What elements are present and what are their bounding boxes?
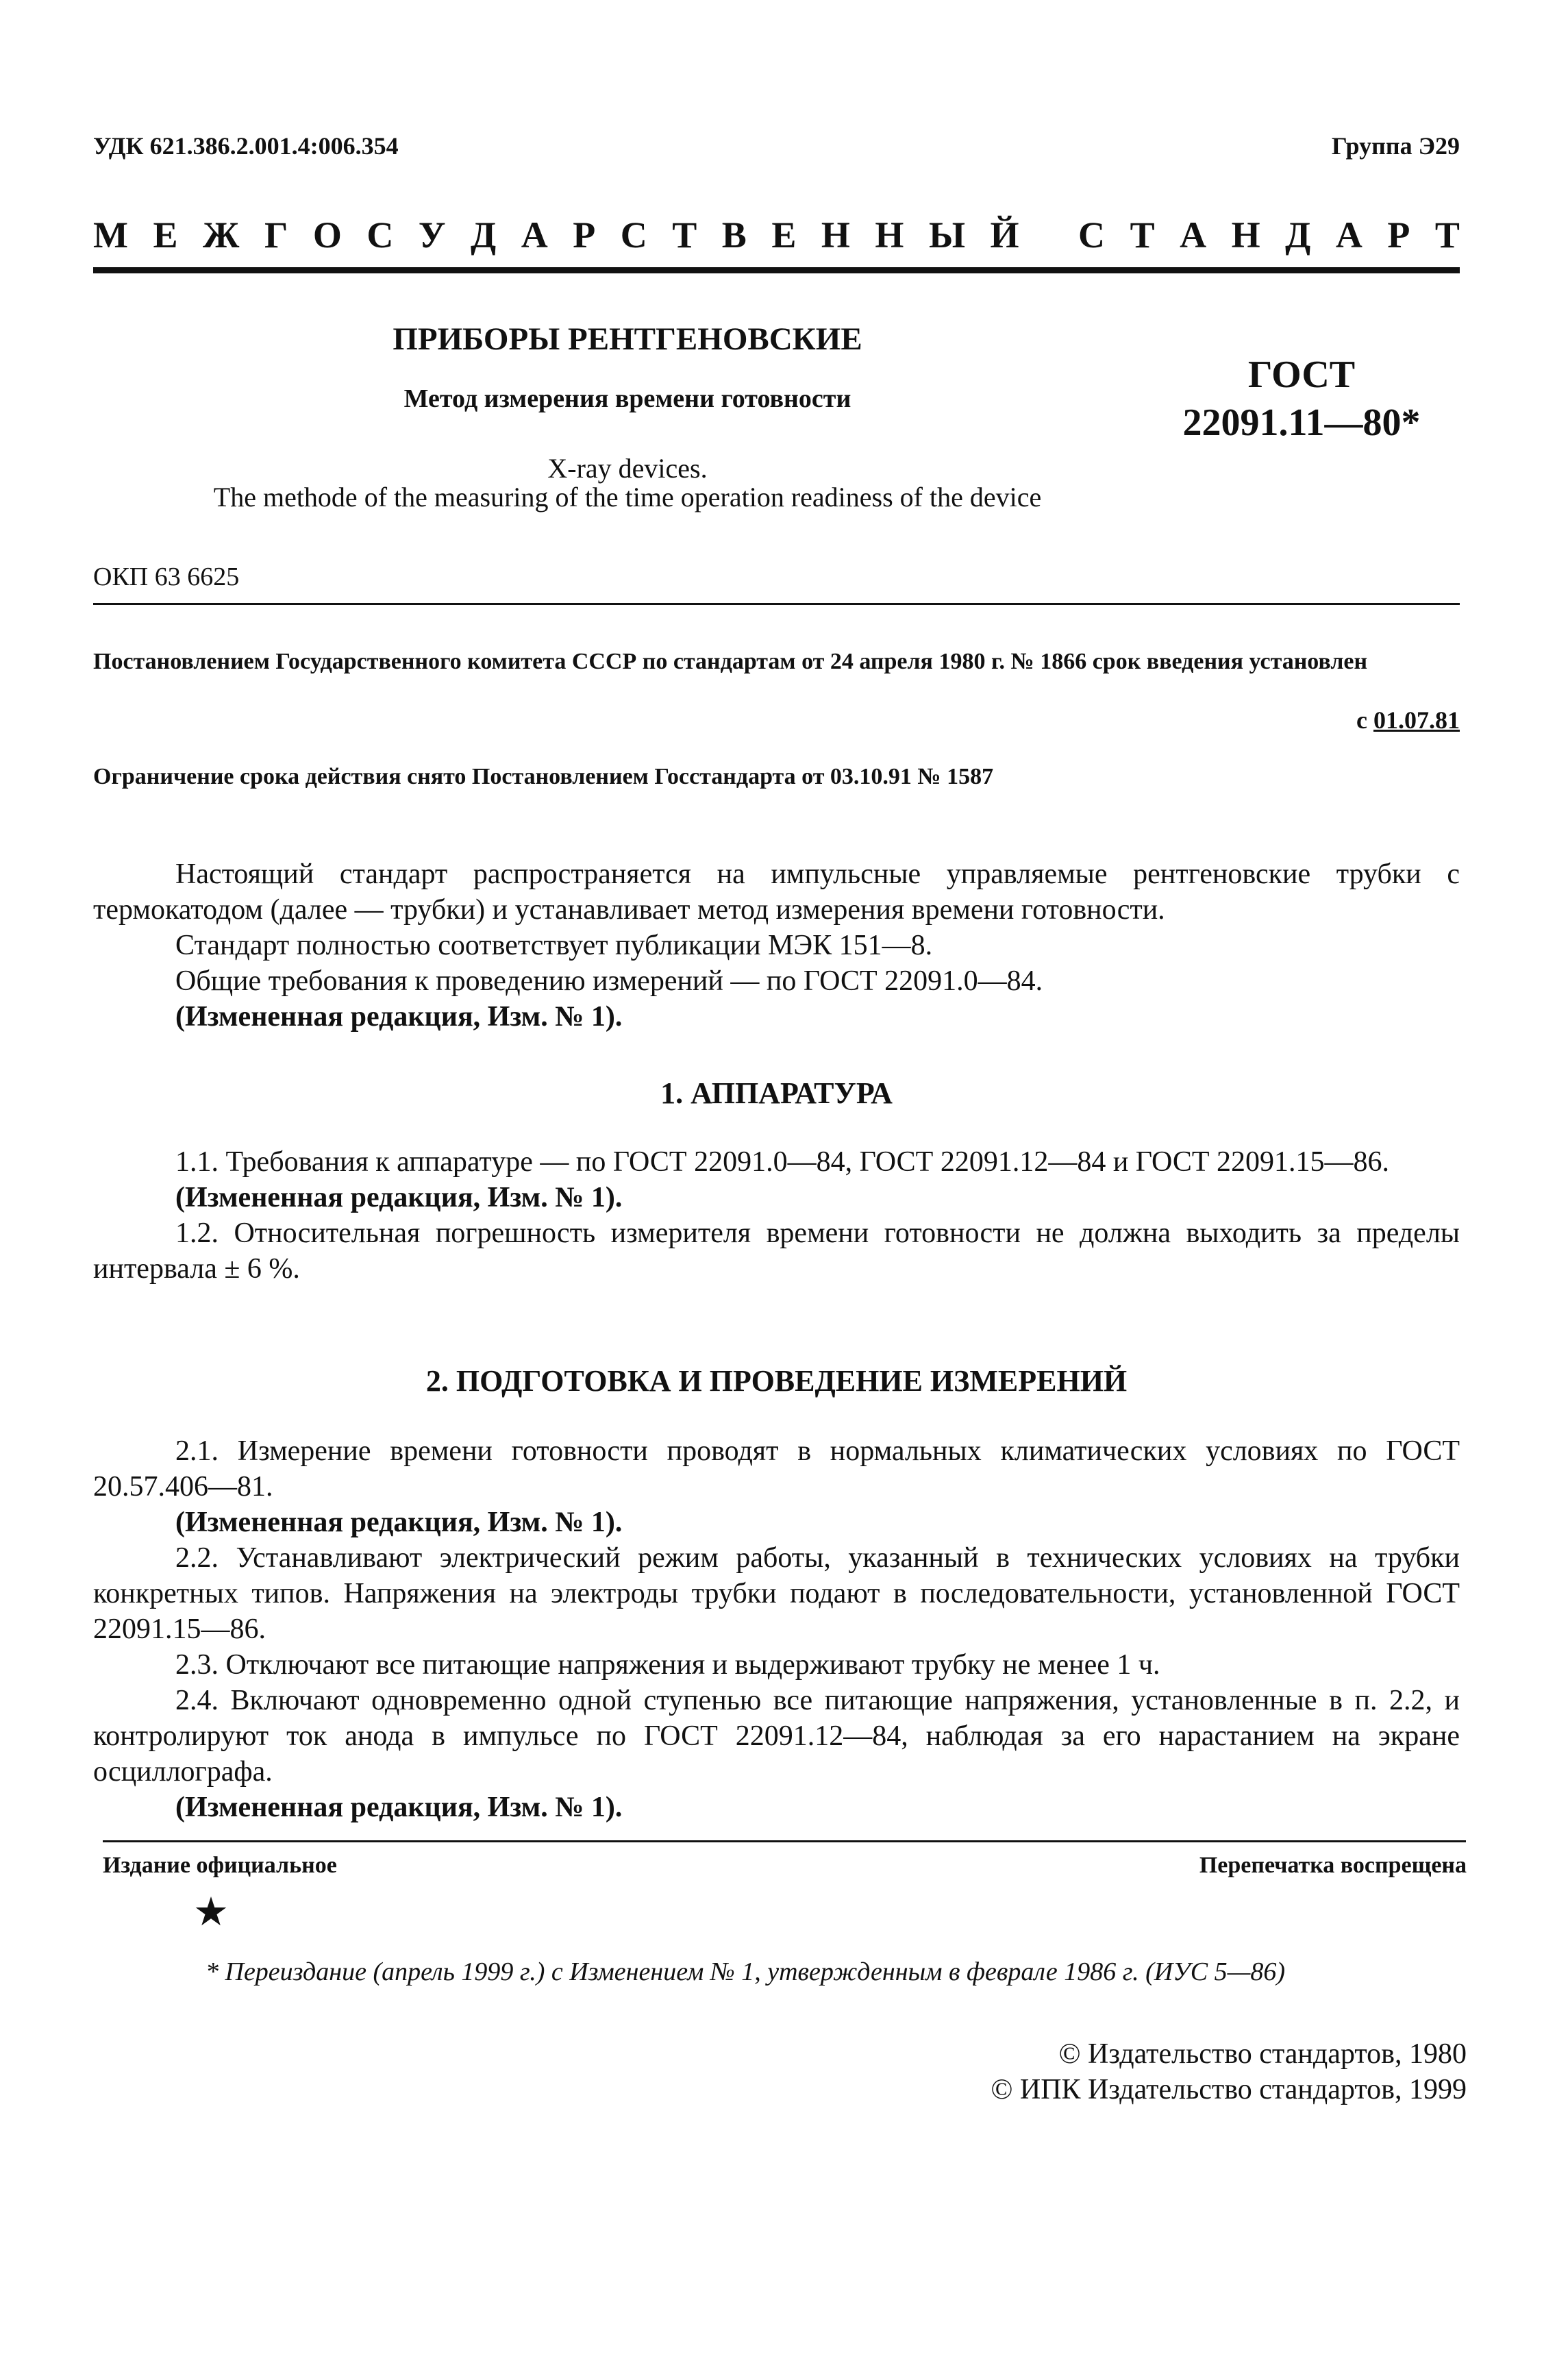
banner-letter: О (312, 214, 342, 256)
banner-rule (93, 267, 1460, 273)
banner-letter: Т (1434, 214, 1460, 256)
banner-letter: А (1180, 214, 1207, 256)
amendment-note: (Измененная редакция, Изм. № 1). (175, 1792, 623, 1823)
clause-1-1: 1.1. Требования к аппаратуре — по ГОСТ 22091.0—84, ГОСТ 22091.12—84 и ГОСТ 22091.15—86. (175, 1146, 1390, 1178)
banner-letter: М (93, 214, 128, 256)
section-1-title: 1. АППАРАТУРА (660, 1076, 893, 1110)
banner-letter: Р (1387, 214, 1410, 256)
banner-letter: Н (1231, 214, 1260, 256)
banner-letter: У (418, 214, 446, 256)
amendment-note: (Измененная редакция, Изм. № 1). (175, 1001, 623, 1033)
intro-paragraph: Настоящий стандарт распространяется на импульсные управляемые рентгеновские трубки с термокатодом (далее — трубки) и устанавливает метод измерения времени готовности. (93, 858, 1460, 926)
intro-paragraph: Общие требования к проведению измерений — по ГОСТ 22091.0—84. (175, 965, 1043, 997)
date-value: 01.07.81 (1373, 706, 1460, 734)
banner-letter: Д (1285, 214, 1311, 256)
banner-letter: С (620, 214, 647, 256)
banner-letter: Р (573, 214, 596, 256)
banner-gap (1044, 214, 1054, 256)
banner-letter: Г (264, 214, 288, 256)
clause-2-3: 2.3. Отключают все питающие напряжения и выдерживают трубку не менее 1 ч. (175, 1649, 1160, 1681)
banner-letter: Н (875, 214, 904, 256)
footer-rule (103, 1840, 1466, 1842)
banner-letter: В (721, 214, 747, 256)
banner-letter: Д (471, 214, 497, 256)
banner-letter: С (1078, 214, 1106, 256)
section-2-title: 2. ПОДГОТОВКА И ПРОВЕДЕНИЕ ИЗМЕРЕНИЙ (425, 1364, 1128, 1398)
group-code: Группа Э29 (1331, 132, 1460, 160)
banner-letter: Й (990, 214, 1019, 256)
reprint-prohibited-label: Перепечатка воспрещена (1199, 1853, 1467, 1878)
banner-letter: А (521, 214, 548, 256)
document-subtitle: Метод измерения времени готовности (403, 384, 851, 413)
document-title: ПРИБОРЫ РЕНТГЕНОВСКИЕ (393, 321, 862, 357)
banner-letter: Т (672, 214, 697, 256)
restriction-note: Ограничение срока действия снято Постановлением Госстандарта от 03.10.91 № 1587 (93, 764, 994, 789)
english-title-line-1: X-ray devices. (547, 453, 708, 484)
okp-rule (93, 603, 1460, 605)
amendment-note: (Измененная редакция, Изм. № 1). (175, 1182, 623, 1213)
banner-letter: Е (771, 214, 797, 256)
banner-letter: Ж (203, 214, 240, 256)
udk-code: УДК 621.386.2.001.4:006.354 (93, 132, 399, 160)
amendment-note: (Измененная редакция, Изм. № 1). (175, 1507, 623, 1538)
introduction-date (1356, 706, 1460, 734)
clause-2-1: 2.1. Измерение времени готовности проводят в нормальных климатических условиях по ГОСТ 20.57.406—81. (93, 1435, 1460, 1503)
english-title-line-2: The methode of the measuring of the time operation readiness of the device (213, 482, 1042, 512)
section-2-body (93, 1433, 1460, 1825)
intro-block (93, 856, 1460, 1035)
official-edition-label: Издание официальное (103, 1853, 337, 1878)
interstate-standard-banner (93, 214, 1460, 256)
banner-letter: А (1335, 214, 1362, 256)
gost-number: 22091.11—80* (1182, 401, 1421, 444)
banner-letter: Т (1130, 214, 1155, 256)
gost-label: ГОСТ (1247, 354, 1356, 396)
banner-letter: Ы (928, 214, 965, 256)
reissue-note: * Переиздание (апрель 1999 г.) с Изменением № 1, утвержденным в феврале 1986 г. (ИУС 5—86) (206, 1957, 1286, 1986)
banner-letter: С (366, 214, 394, 256)
clause-1-2: 1.2. Относительная погрешность измерителя времени готовности не должна выходить за пределы интервала ± 6 %. (93, 1217, 1460, 1285)
intro-paragraph: Стандарт полностью соответствует публикации МЭК 151—8. (175, 930, 933, 961)
banner-letter: Е (153, 214, 178, 256)
date-prefix: с (1356, 706, 1367, 734)
banner-letter: Н (821, 214, 850, 256)
section-1-body (93, 1144, 1460, 1287)
okp-code: ОКП 63 6625 (93, 563, 240, 591)
star-icon: ★ (193, 1890, 229, 1934)
clause-2-4: 2.4. Включают одновременно одной ступенью все питающие напряжения, установленные в п. 2.2, и контролируют ток анода в импульсе по ГОСТ 22091.12—84, наблюдая за его нарастанием на экране осциллографа. (93, 1685, 1460, 1788)
clause-2-2: 2.2. Устанавливают электрический режим работы, указанный в технических условиях на трубки конкретных типов. Напряжения на электроды трубки подают в последовательности, установленной ГОСТ 22091.15—86. (93, 1542, 1460, 1645)
decree-text: Постановлением Государственного комитета СССР по стандартам от 24 апреля 1980 г. № 1866 срок введения установлен (93, 649, 1368, 674)
copyright-1999: © ИПК Издательство стандартов, 1999 (991, 2074, 1467, 2105)
copyright-1980: © Издательство стандартов, 1980 (1058, 2038, 1467, 2070)
